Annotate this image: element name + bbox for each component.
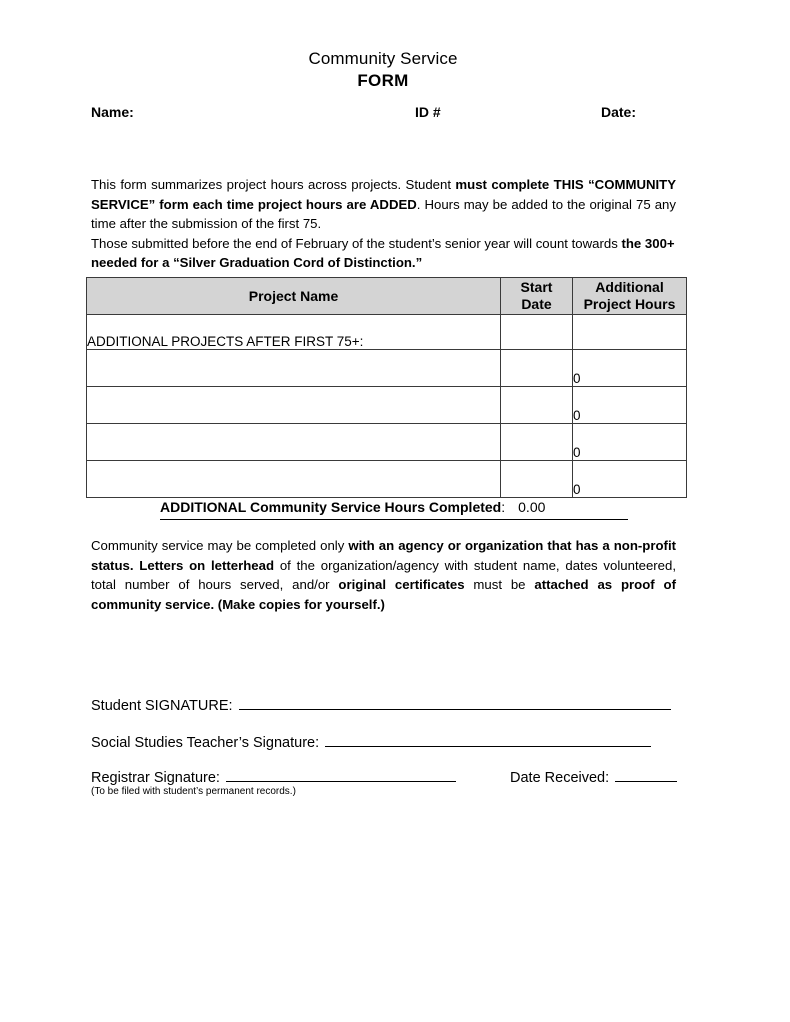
title-line-form: FORM: [357, 71, 409, 90]
teacher-signature-line[interactable]: [325, 733, 651, 747]
table-row: [87, 350, 687, 387]
date-received-line[interactable]: [615, 768, 677, 782]
registrar-signature-row: [91, 768, 456, 786]
cell-project-name[interactable]: [87, 461, 501, 498]
registrar-signature-label: Registrar Signature:: [91, 770, 220, 786]
proof-seg-5: must be: [464, 577, 535, 593]
intro-paragraph-block-2: [91, 234, 676, 273]
registrar-signature-line[interactable]: [226, 768, 456, 782]
intro-seg-3: . Hours may be added to the original 75 any time after the submission of the first 75.: [91, 196, 676, 232]
cell-project-name[interactable]: [87, 424, 501, 461]
cell-project-name[interactable]: ADDITIONAL PROJECTS AFTER FIRST 75+:: [87, 315, 501, 350]
cell-start-date[interactable]: [501, 350, 573, 387]
intro-paragraph-block-1: [91, 175, 676, 234]
student-signature-row: [91, 696, 671, 714]
cell-hours[interactable]: 0: [573, 424, 687, 461]
column-header-start-date: [501, 278, 573, 315]
hours-header-line1: Additional: [595, 279, 664, 295]
total-hours-label: ADDITIONAL Community Service Hours Completed: [160, 499, 502, 515]
column-header-additional-project-hours: [573, 278, 687, 315]
registrar-footnote: (To be filed with student’s permanent records.): [91, 786, 296, 797]
cell-hours[interactable]: 0: [573, 350, 687, 387]
total-hours-colon: :: [501, 499, 506, 515]
table-header-row: [87, 278, 687, 315]
proof-paragraph: [91, 536, 676, 614]
cell-start-date[interactable]: [501, 461, 573, 498]
proof-seg-4-bold: original certificates: [338, 577, 465, 593]
table-row: [87, 461, 687, 498]
cell-project-name[interactable]: [87, 387, 501, 424]
id-field-label: ID #: [415, 104, 441, 120]
proof-seg-3: of the organization/agency with student name, dates volunteered, total number of hours served, and/or: [91, 557, 677, 593]
table-row: [87, 387, 687, 424]
intro-seg-2-bold: must complete THIS “COMMUNITY SERVICE” form each time project hours are ADDED: [91, 177, 677, 212]
teacher-signature-label: Social Studies Teacher’s Signature:: [91, 735, 320, 751]
intro-paragraph: [91, 175, 676, 273]
project-hours-table: [86, 277, 687, 498]
table-row: [87, 424, 687, 461]
proof-seg-1: Community service may be completed only: [91, 538, 349, 553]
identity-row: [91, 104, 691, 124]
intro-seg-4: Those submitted before the end of February of the student’s senior year will count towards: [91, 235, 622, 251]
date-received-row: [510, 768, 677, 786]
student-signature-label: Student SIGNATURE:: [91, 698, 233, 714]
student-signature-line[interactable]: [239, 696, 671, 710]
cell-start-date[interactable]: [501, 424, 573, 461]
cell-start-date[interactable]: [501, 387, 573, 424]
start-date-header-line2: Date: [521, 296, 552, 312]
title-line-community-service: Community Service: [308, 49, 458, 68]
date-received-label: Date Received:: [510, 770, 610, 786]
cell-hours[interactable]: 0: [573, 461, 687, 498]
hours-header-line2: Project Hours: [583, 296, 676, 312]
date-field-label: Date:: [601, 104, 637, 120]
name-field-label: Name:: [91, 104, 134, 120]
intro-seg-5-bold: the 300+ needed for a “Silver Graduation Cord of Distinction.”: [91, 235, 675, 271]
page-title: [0, 48, 766, 92]
total-hours-line: [160, 499, 628, 520]
column-header-project-name: Project Name: [87, 278, 501, 315]
cell-start-date[interactable]: [501, 315, 573, 350]
cell-hours[interactable]: 0: [573, 387, 687, 424]
teacher-signature-row: [91, 733, 651, 751]
cell-project-name[interactable]: [87, 350, 501, 387]
proof-seg-2-bold: with an agency or organization that has a non-profit status. Letters on letterhead: [91, 538, 676, 573]
proof-seg-6-bold: attached as proof of community service. (Make copies for yourself.): [91, 577, 676, 612]
total-hours-value[interactable]: 0.00: [518, 499, 546, 515]
table-row: [87, 315, 687, 350]
cell-hours[interactable]: [573, 315, 687, 350]
start-date-header-line1: Start: [520, 279, 553, 295]
intro-seg-1: This form summarizes project hours across projects. Student: [91, 177, 456, 192]
